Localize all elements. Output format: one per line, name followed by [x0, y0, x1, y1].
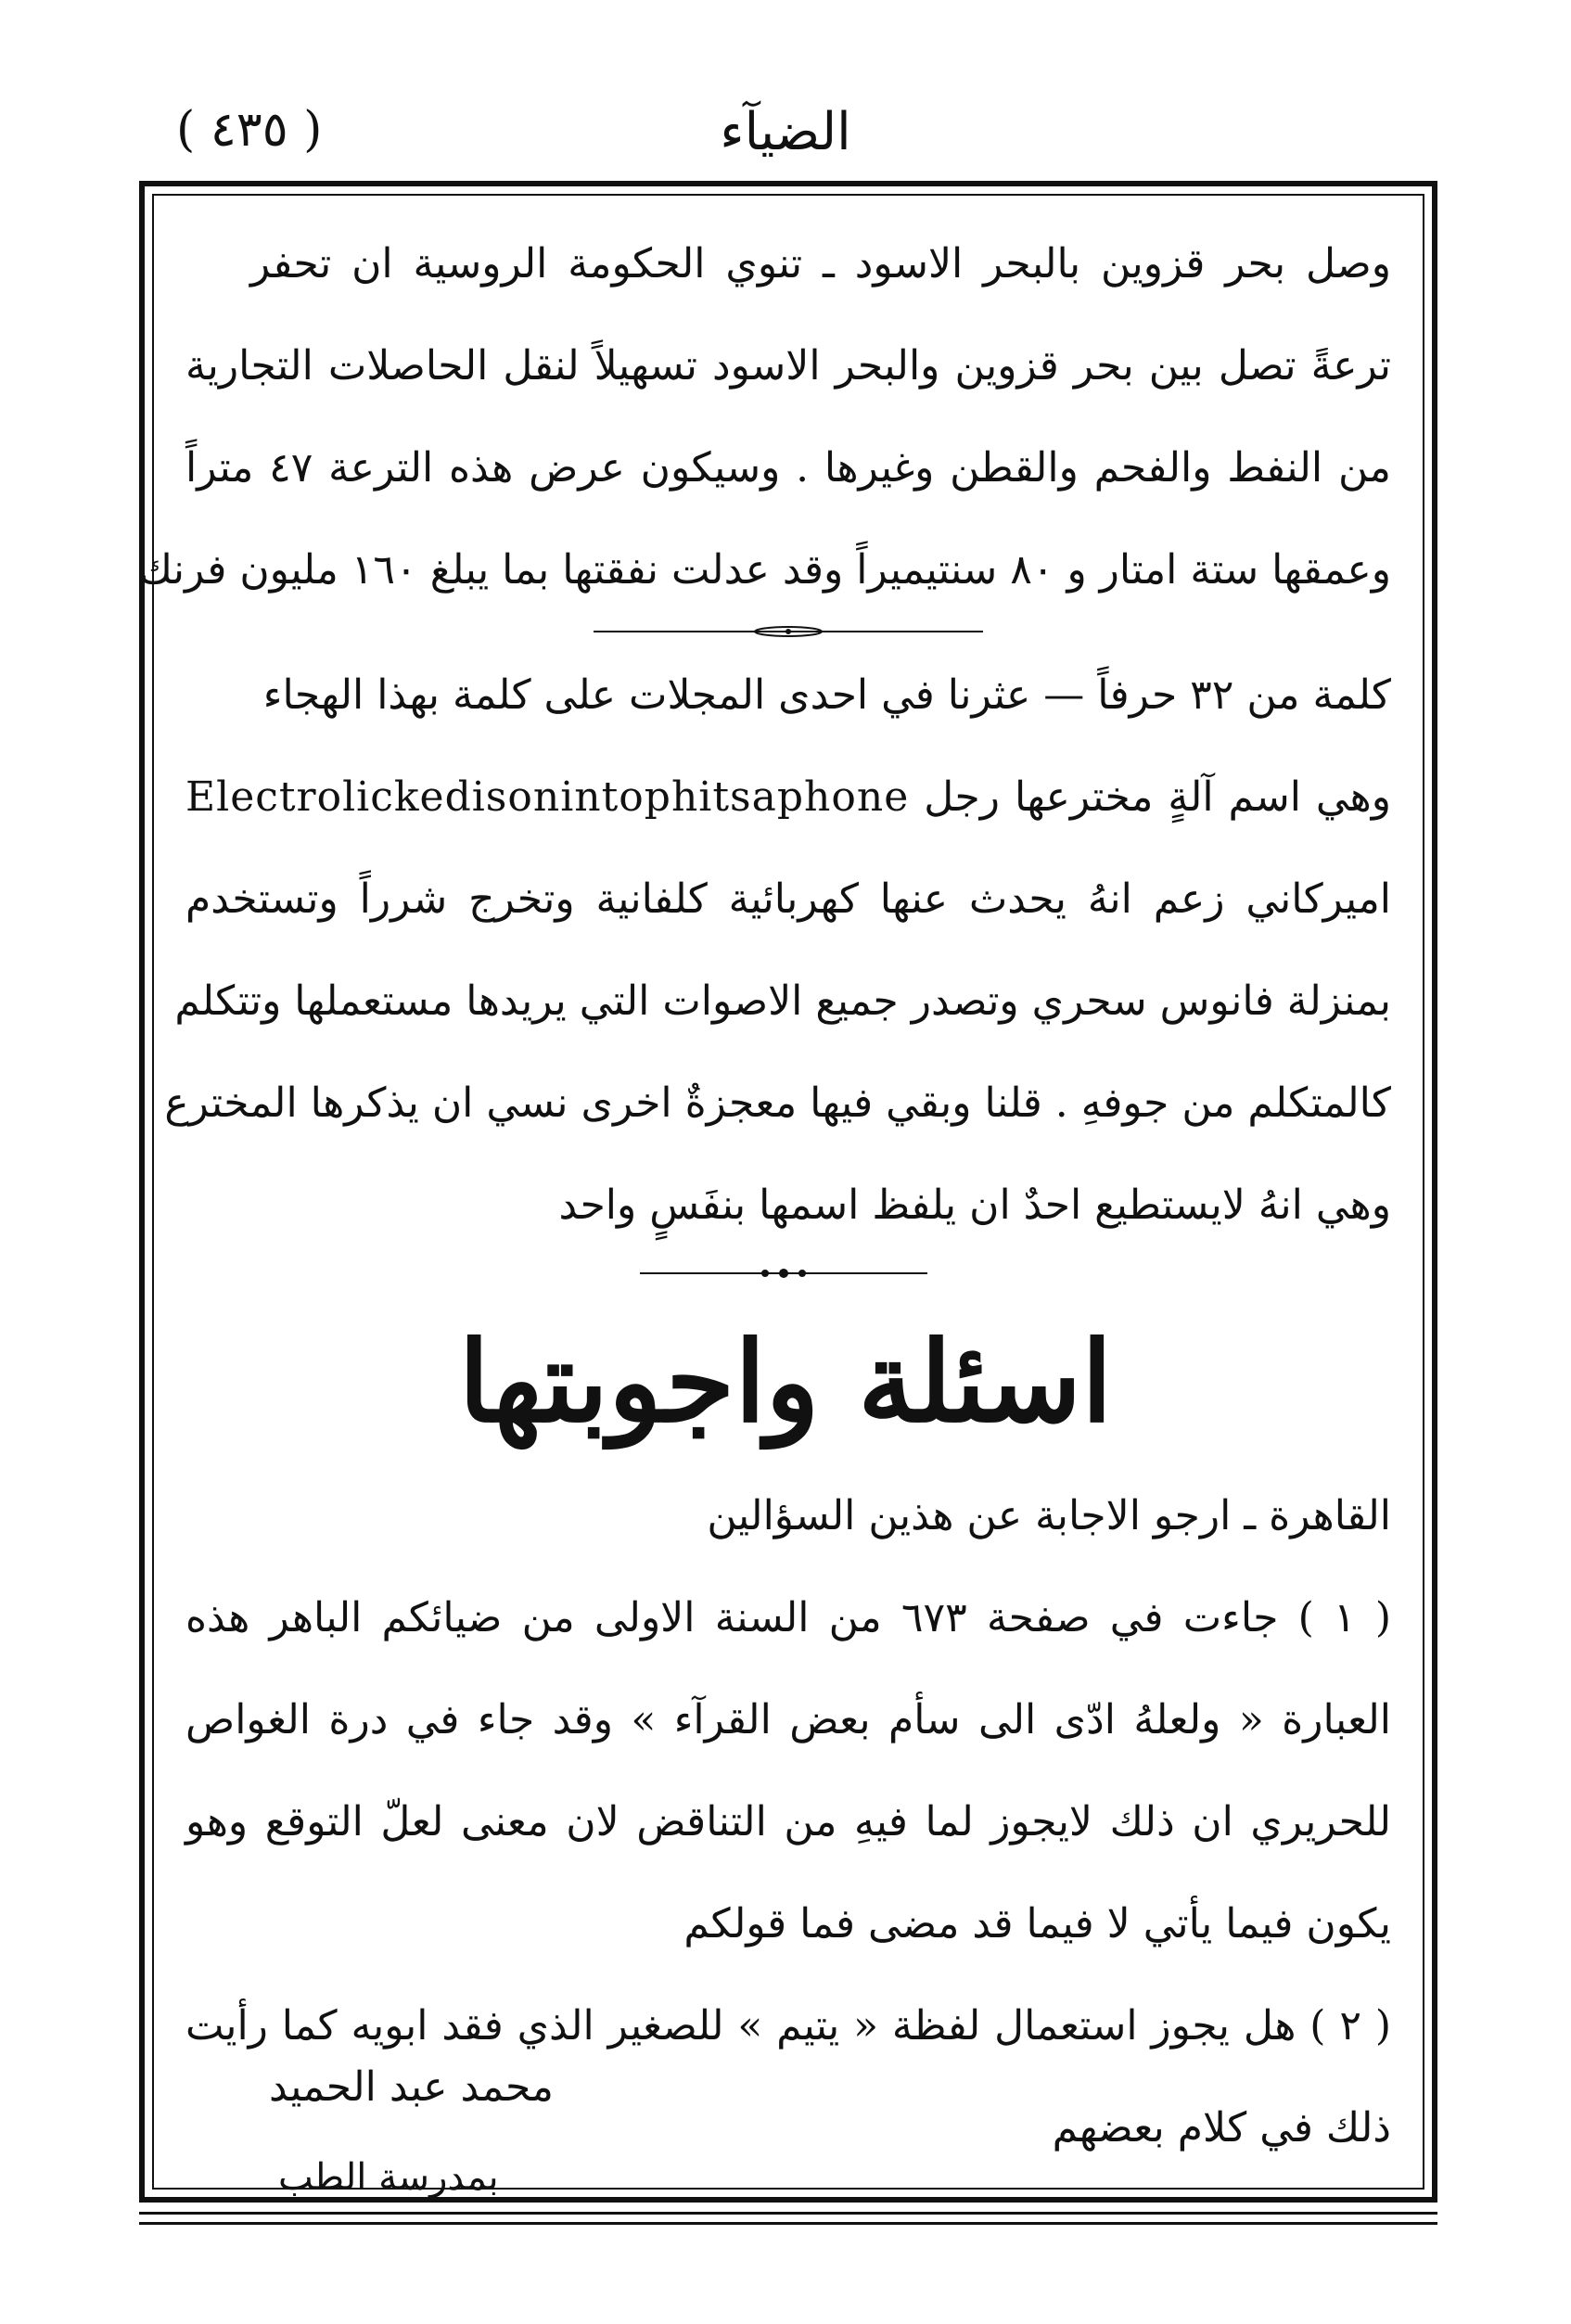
text-line: وعمقها ستة امتار و ٨٠ سنتيميراً وقد عدلت نفقتها بما يبلغ ١٦٠ مليون فرنك: [138, 546, 1391, 594]
text-segment: وهي اسم آلةٍ مخترعها رجل: [924, 773, 1391, 821]
ornament-icon: [751, 624, 825, 639]
text-line: ترعةً تصل بين بحر قزوين والبحر الاسود تسهيلاً لنقل الحاصلات التجارية: [185, 342, 1391, 389]
text-line: ( ٢ ) هل يجوز استعمال لفظة « يتيم » للصغير الذي فقد ابويه كما رأيت: [185, 2002, 1391, 2049]
text-line: يكون فيما يأتي لا فيما قد مضى فما قولكم: [683, 1900, 1391, 1947]
text-line: اميركاني زعم انهُ يحدث عنها كهربائية كلفانية وتخرج شرراً وتستخدم: [185, 875, 1391, 923]
signature-name: محمد عبد الحميد: [269, 2063, 554, 2111]
ornamental-divider: [640, 1272, 927, 1274]
ornamental-divider: [594, 631, 983, 632]
latin-word: Electrolickedisonintophitsaphone: [185, 773, 910, 821]
text-line: بمنزلة فانوس سحري وتصدر جميع الاصوات التي يريدها مستعملها وتتكلم: [174, 977, 1391, 1025]
text-line: كالمتكلم من جوفهِ . قلنا وبقي فيها معجزةٌ اخرى نسي ان يذكرها المخترع: [164, 1079, 1391, 1127]
page-header: [0, 0, 1571, 185]
text-line: [185, 770, 1391, 825]
text-line: من النفط والفحم والقطن وغيرها . وسيكون عرض هذه الترعة ٤٧ متراً: [185, 444, 1392, 492]
frame-bottom-rule: [139, 2212, 1437, 2225]
text-line: القاهرة ـ ارجو الاجابة عن هذين السؤالين: [707, 1492, 1391, 1539]
ornament-icon: [747, 1266, 821, 1281]
text-line: كلمة من ٣٢ حرفاً — عثرنا في احدى المجلات على كلمة بهذا الهجاء: [262, 671, 1391, 719]
text-line: العبارة « ولعلهُ ادّى الى سأم بعض القرآء » وقد جاء في درة الغواص: [185, 1696, 1391, 1743]
text-line: ذلك في كلام بعضهم: [1052, 2104, 1391, 2152]
text-line: وصل بحر قزوين بالبحر الاسود ـ تنوي الحكومة الروسية ان تحفر: [250, 240, 1391, 287]
signature-affiliation: بمدرسة الطب: [278, 2156, 499, 2199]
text-line: ( ١ ) جاءت في صفحة ٦٧٣ من السنة الاولى من ضيائكم الباهر هذه: [185, 1594, 1392, 1641]
section-heading: اسئلة واجوبتها: [458, 1317, 1113, 1448]
text-line: وهي انهُ لايستطيع احدٌ ان يلفظ اسمها بنفَسٍ واحد: [558, 1181, 1391, 1229]
page-title: الضيآء: [720, 102, 851, 162]
page-number: ( ٤٣٥ ): [176, 102, 323, 158]
text-line: للحريري ان ذلك لايجوز لما فيهِ من التناقض لان معنى لعلّ التوقع وهو: [185, 1798, 1391, 1845]
